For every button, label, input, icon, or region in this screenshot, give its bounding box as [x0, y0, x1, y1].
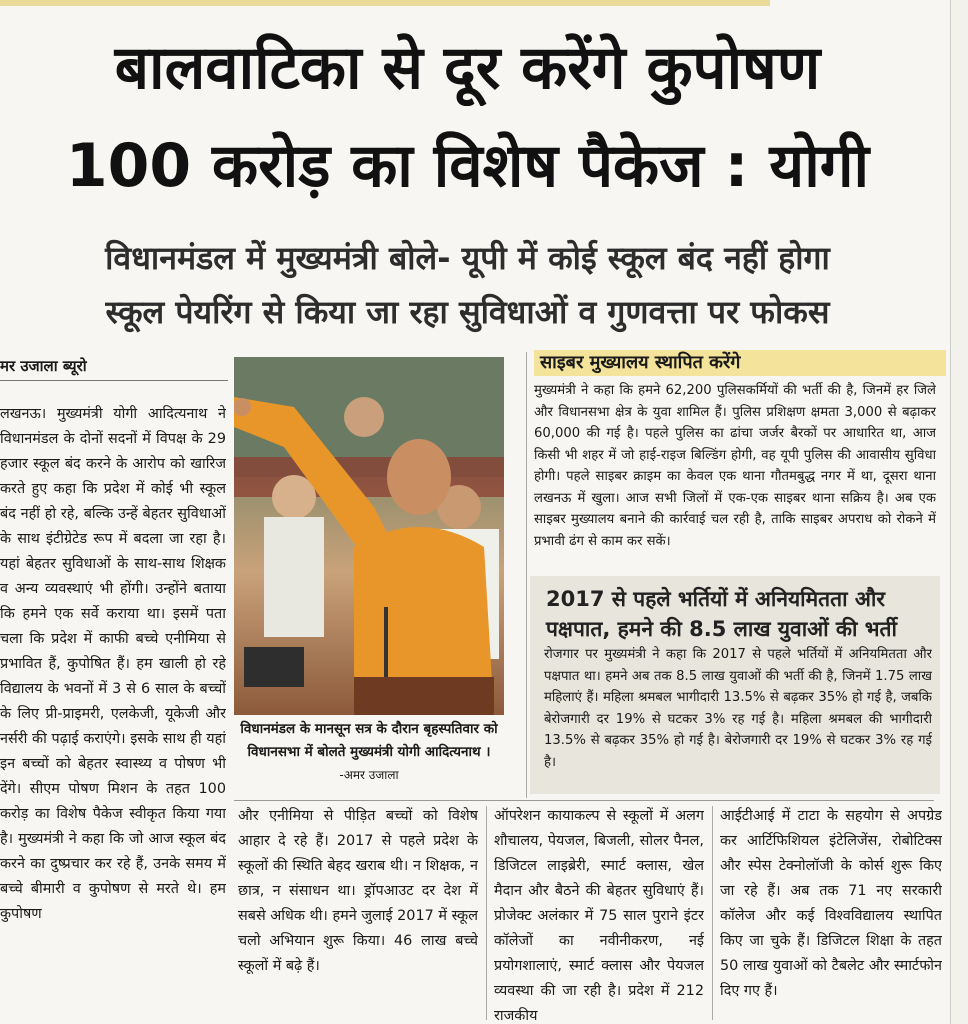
- top-color-strip: [0, 0, 770, 6]
- article-column-2: [238, 804, 478, 1024]
- photo-caption: [234, 718, 504, 787]
- article-text: ऑपरेशन कायाकल्प से स्कूलों में अलग शौचालय, पेयजल, बिजली, सोलर पैनल, डिजिटल लाइब्रेरी, स्मार्ट क्लास, खेल मैदान और बैठने की बेहतर सुविधाएं हैं। प्रोजेक्ट अलंकार में 75 साल पुराने इंटर कॉलेजों का नवीनीकरण, नई प्रयोगशालाएं, स्मार्ट क्लास और पेयजल व्यवस्था की जा रही है। प्रदेश में 212 राजकीय: [494, 808, 704, 1024]
- box1-title: साइबर मुख्यालय स्थापित करेंगे: [534, 350, 946, 376]
- news-photo: [234, 357, 504, 715]
- article-column-1: [0, 402, 226, 1024]
- column-divider: [712, 806, 713, 1020]
- photo-illustration: [234, 357, 504, 715]
- box1-text: मुख्यमंत्री ने कहा कि हमने 62,200 पुलिसकर्मियों की भर्ती की है, जिनमें हर जिले और विधानसभा क्षेत्र के युवा शामिल हैं। पुलिस प्रशिक्षण क्षमता 3,000 से बढ़ाकर 60,000 की गई है। पहले पुलिस का ढांचा जर्जर बैरकों पर आधारित था, आज किसी भी शहर में जो हाई-राइज बिल्डिंग होगी, वह यूपी पुलिस की आवासीय सुविधा होगी। पहले साइबर क्राइम का केवल एक थाना गौतमबुद्ध नगर में था, दूसरा थाना लखनऊ में खुला। आज सभी जिलों में एक-एक साइबर थाना सक्रिय है। अब एक साइबर मुख्यालय बनाने की कार्रवाई चल रही है, ताकि साइबर अपराध को रोकने में प्रभावी ढंग से काम कर सकें।: [534, 383, 936, 549]
- photo-credit: -अमर उजाला: [339, 768, 399, 782]
- subheadline-line-2: स्कूल पेयरिंग से किया जा रहा सुविधाओं व गुणवत्ता पर फोकस: [105, 293, 830, 331]
- article-column-4: [720, 804, 942, 1024]
- subheadline-line-1: विधानमंडल में मुख्यमंत्री बोले- यूपी में कोई स्कूल बंद नहीं होगा: [105, 239, 830, 277]
- byline: मर उजाला ब्यूरो: [0, 356, 228, 381]
- article-text: और एनीमिया से पीड़ित बच्चों को विशेष आहार दे रहे हैं। 2017 से पहले प्रदेश के स्कूलों की स्थिति बेहद खराब थी। न शिक्षक, न छात्र, न संसाधन था। ड्रॉपआउट दर देश में सबसे अधिक थी। हमने जुलाई 2017 में स्कूल चलो अभियान शुरू किया। 46 लाख बच्चे स्कूलों में बढ़े हैं।: [238, 808, 478, 974]
- adjacent-page-edge: [950, 0, 968, 1024]
- article-text: आईटीआई में टाटा के सहयोग से अपग्रेड कर आर्टिफिशियल इंटेलिजेंस, रोबोटिक्स और स्पेस टेक्नोलॉजी के कोर्स शुरू किए जा रहे हैं। अब तक 71 नए सरकारी कॉलेज और कई विश्वविद्यालय स्थापित किए जा चुके हैं। डिजिटल शिक्षा के तहत 50 लाख युवाओं को टैबलेट और स्मार्टफोन दिए गए हैं।: [720, 808, 942, 999]
- box2-text: रोजगार पर मुख्यमंत्री ने कहा कि 2017 से पहले भर्तियों में अनियमितता और पक्षपात था। हमने अब तक 8.5 लाख युवाओं की भर्ती की है, जिनमें 1.75 लाख महिलाएं हैं। महिला श्रमबल भागीदारी 13.5% से बढ़कर 35% हो गई है, जबकि बेरोजगारी दर 19% से घटकर 3% रह गई है। महिला श्रमबल की भागीदारी 13.5% से बढ़कर 35% हो गई है। बेरोजगारी दर 19% से घटकर 3% रह गई है।: [544, 647, 932, 770]
- headline-line-2: 100 करोड़ का विशेष पैकेज : योगी: [65, 131, 870, 201]
- box2-text-block: [544, 644, 932, 792]
- column-divider: [486, 806, 487, 1020]
- article-text: लखनऊ। मुख्यमंत्री योगी आदित्यनाथ ने विधानमंडल के दोनों सदनों में विपक्ष के 29 हजार स्कूल बंद करने के आरोप को खारिज करते हुए कहा कि प्रदेश में कोई भी स्कूल बंद नहीं हो रहे, बल्कि उन्हें बेहतर सुविधाओं के साथ इंटीग्रेटेड रूप में बदला जा रहा है। यहां बेहतर सुविधाओं के साथ-साथ शिक्षक व अन्य व्यवस्थाएं भी होंगी। उन्होंने बताया कि हमने एक सर्वे कराया था। इसमें पता चला कि प्रदेश में काफी बच्चे एनीमिया से प्रभावित हैं, कुपोषित हैं। हम खाली हो रहे विद्यालय के भवनों में 3 से 6 साल के बच्चों के लिए प्री-प्राइमरी, एलकेजी, यूकेजी और नर्सरी की पढ़ाई कराएंगे। इसके साथ ही यहां इन बच्चों को बेहतर स्वास्थ्य व पोषण भी देंगे। सीएम पोषण मिशन के तहत 100 करोड़ का विशेष पैकेज स्वीकृत किया गया है। मुख्यमंत्री ने कहा कि जो आज स्कूल बंद करने का दुष्प्रचार कर रहे हैं, उनके समय में बच्चे बीमारी व कुपोषण से मरते थे। हम कुपोषण: [0, 406, 226, 922]
- column-divider: [526, 352, 527, 798]
- headline-line-1: बालवाटिका से दूर करेंगे कुपोषण: [114, 33, 821, 103]
- box2-title: 2017 से पहले भर्तियों में अनियमितता और पक्षपात, हमने की 8.5 लाख युवाओं की भर्ती: [546, 587, 897, 641]
- box1-text-block: [534, 380, 936, 570]
- horizontal-divider: [234, 800, 934, 801]
- article-column-3: [494, 804, 704, 1024]
- caption-text: विधानमंडल के मानसून सत्र के दौरान बृहस्पतिवार को विधानसभा में बोलते मुख्यमंत्री योगी आदित्यनाथ ।: [240, 721, 498, 760]
